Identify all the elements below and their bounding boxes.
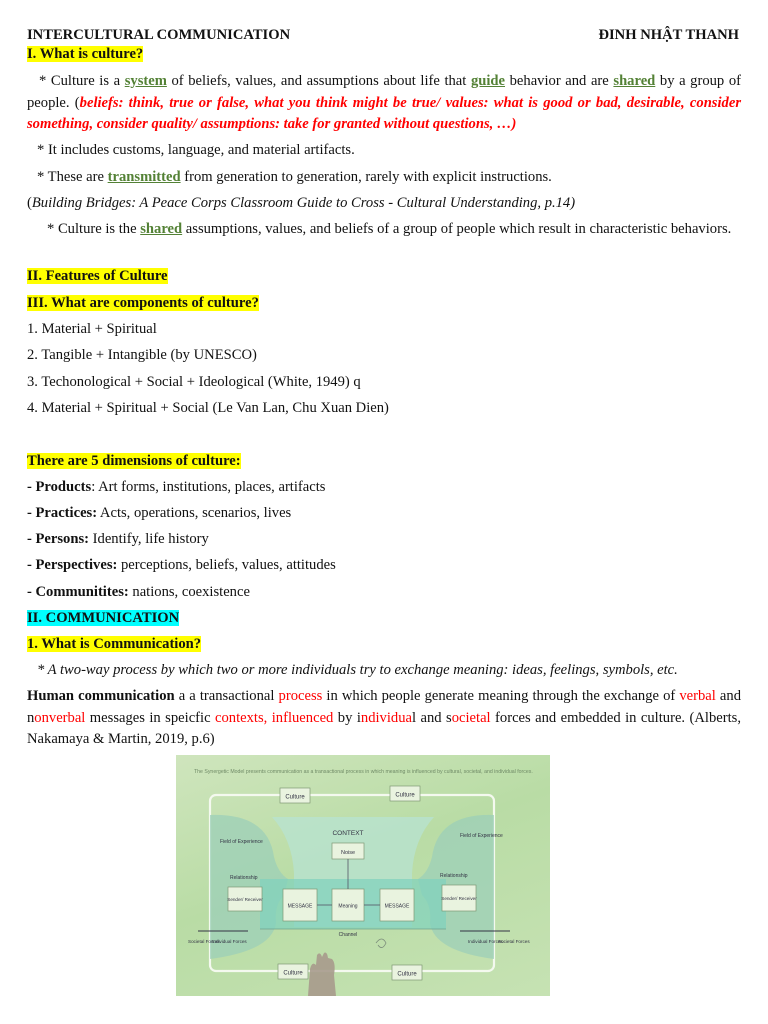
- dimension-item: - Perspectives: perceptions, beliefs, values, attitudes: [27, 557, 336, 573]
- dimension-item: - Practices: Acts, operations, scenarios, lives: [27, 505, 292, 521]
- author-name: ĐINH NHẬT THANH: [598, 27, 739, 43]
- heading-dimensions: There are 5 dimensions of culture:: [27, 453, 241, 469]
- communication-definition: * A two-way process by which two or more individuals try to exchange meaning: ideas, feelings, symbols, etc.: [37, 662, 678, 678]
- pen-scribble: [376, 939, 386, 948]
- keyword-transmitted: transmitted: [107, 169, 181, 185]
- culture-shared-paragraph: * Culture is the shared assumptions, values, and beliefs of a group of people which result in characteristic behaviors.: [47, 221, 732, 237]
- culture-label: Culture: [285, 794, 305, 801]
- message-label: MESSAGE: [384, 903, 410, 910]
- message-label: MESSAGE: [287, 903, 313, 910]
- societal-forces-label: Societal Forces: [498, 939, 530, 944]
- culture-definition-paragraph: * Culture is a system of beliefs, values, and assumptions about life that guide behavior and are shared by a group of people. (beliefs: think, true or false, what you think might be true/ values: what is good or bad, desirable, consider something, consider quality/ assumptions: take for granted without questions, …): [27, 73, 741, 132]
- heading-components: III. What are components of culture?: [27, 295, 259, 311]
- sender-receiver-label: Sender/ Receiver: [441, 896, 477, 901]
- individual-forces-label: Individual Forces: [468, 939, 503, 944]
- culture-label: Culture: [395, 792, 415, 799]
- component-item: 2. Tangible + Intangible (by UNESCO): [27, 347, 257, 363]
- context-label: CONTEXT: [332, 830, 364, 837]
- noise-label: Noise: [340, 850, 356, 856]
- societal-forces-label: Societal Forces: [188, 939, 220, 944]
- transmitted-line: * These are transmitted from generation to generation, rarely with explicit instructions.: [37, 169, 552, 185]
- red-note: beliefs: think, true or false, what you think might be true/ values: what is good or bad, desirable, consider something, consider quality/ assumptions: take for granted without questions, …): [27, 94, 741, 132]
- individual-forces-label: Individual Forces: [212, 939, 247, 944]
- figure-caption: The Synergetic Model presents communication as a transactional process in which meaning is influenced by cultural, societal, and individual forces.: [194, 769, 533, 775]
- keyword-shared: shared: [613, 73, 656, 89]
- sender-receiver-label: Sender/ Receiver: [227, 897, 263, 902]
- heading-what-is-communication: 1. What is Communication?: [27, 636, 202, 652]
- dimension-item: - Communitites: nations, coexistence: [27, 584, 250, 600]
- heading-communication: II. COMMUNICATION: [27, 610, 180, 626]
- course-title: INTERCULTURAL COMMUNICATION: [27, 27, 291, 43]
- hand-photo: [308, 953, 336, 996]
- culture-includes-line: * It includes customs, language, and material artifacts.: [37, 142, 355, 158]
- channel-label: Channel: [338, 932, 358, 938]
- dimension-item: - Persons: Identify, life history: [27, 531, 209, 547]
- keyword-shared-2: shared: [140, 221, 183, 237]
- heading-what-is-culture: I. What is culture?: [27, 46, 144, 62]
- culture-label: Culture: [283, 970, 303, 977]
- heading-features: II. Features of Culture: [27, 268, 168, 284]
- synergetic-model-diagram: [176, 755, 550, 996]
- dimension-item: - Products: Art forms, institutions, places, artifacts: [27, 479, 326, 495]
- field-of-experience-label: Field of Experience: [460, 833, 503, 839]
- source-citation: (Building Bridges: A Peace Corps Classroom Guide to Cross - Cultural Understanding, p.14): [27, 195, 576, 211]
- human-communication-paragraph: Human communication a a transactional process in which people generate meaning through the exchange of verbal and nonverbal messages in speicfic contexts, influenced by individual and societal forces and embedded in culture. (Alberts, Nakamaya & Martin, 2019, p.6): [27, 688, 741, 747]
- synergetic-model-photo: [176, 755, 550, 996]
- component-item: 3. Techonological + Social + Ideological (White, 1949) q: [27, 374, 361, 390]
- component-item: 1. Material + Spiritual: [27, 321, 157, 337]
- keyword-system: system: [124, 73, 167, 89]
- relationship-label: Relationship: [230, 875, 258, 881]
- keyword-guide: guide: [470, 73, 506, 89]
- meaning-label: Meaning: [338, 903, 358, 910]
- culture-label: Culture: [397, 971, 417, 978]
- component-item: 4. Material + Spiritual + Social (Le Van Lan, Chu Xuan Dien): [27, 400, 389, 416]
- field-of-experience-label: Field of Experience: [220, 839, 263, 845]
- relationship-label: Relationship: [440, 873, 468, 879]
